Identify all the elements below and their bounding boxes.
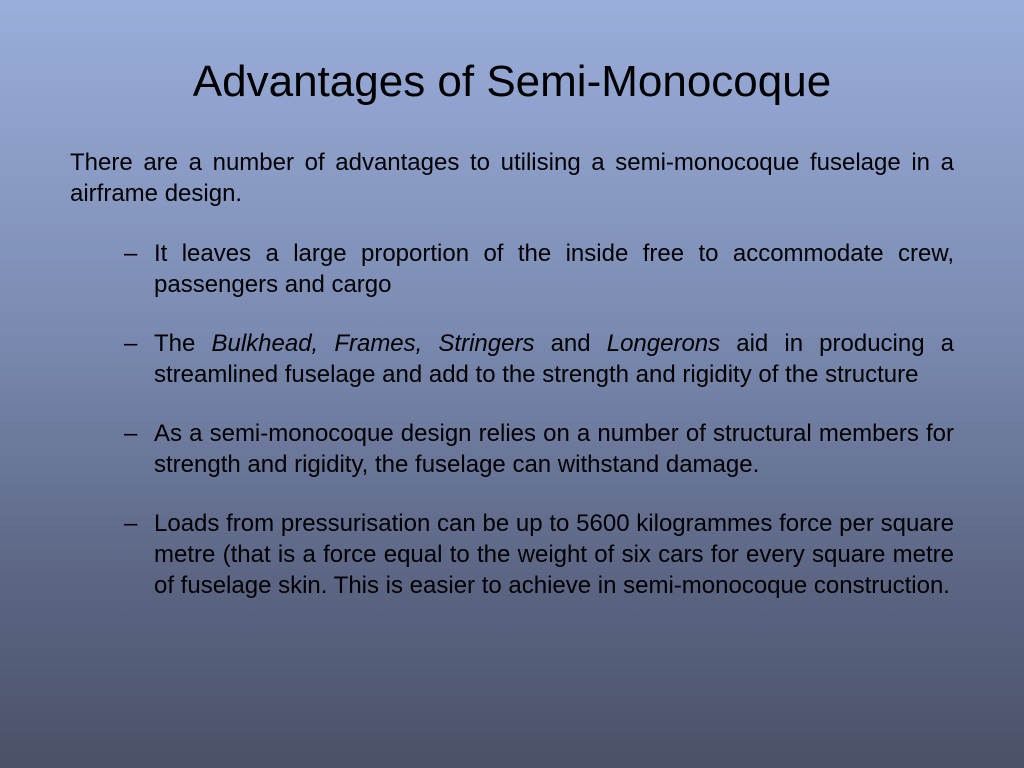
slide-title: Advantages of Semi-Monocoque xyxy=(192,57,832,106)
bullet-italic-term: Bulkhead, Frames, Stringers xyxy=(211,330,535,357)
bullet-dash: – xyxy=(124,330,138,357)
bullet-dash: – xyxy=(124,240,138,267)
bullet-text-part: and xyxy=(534,330,607,357)
bullet-text: As a semi-monocoque design relies on a number of structural members for strength and rigidity, the fuselage can withstand damage. xyxy=(154,420,954,478)
bullet-item xyxy=(124,328,954,390)
bullet-item xyxy=(124,508,954,601)
bullet-text: Loads from pressurisation can be up to 5600 kilogrammes force per square metre (that is a force equal to the weight of six cars for every square metre of fuselage skin. This is easier to achieve in semi-monocoque construction. xyxy=(154,510,954,599)
bullet-italic-term: Longerons xyxy=(606,330,721,357)
intro-paragraph: There are a number of advantages to utilising a semi-monocoque fuselage in a airframe design. xyxy=(70,149,954,207)
bullet-dash: – xyxy=(124,420,138,447)
bullet-item xyxy=(124,238,954,300)
bullet-list xyxy=(124,238,954,629)
bullet-text-part: aid in producing a streamlined fuselage and add to the strength and rigidity of the structure xyxy=(154,330,955,388)
bullet-text: It leaves a large proportion of the inside free to accommodate crew, passengers and cargo xyxy=(154,240,954,298)
bullet-text-part: The xyxy=(154,330,212,357)
bullet-dash: – xyxy=(124,510,138,537)
bullet-item xyxy=(124,418,954,480)
